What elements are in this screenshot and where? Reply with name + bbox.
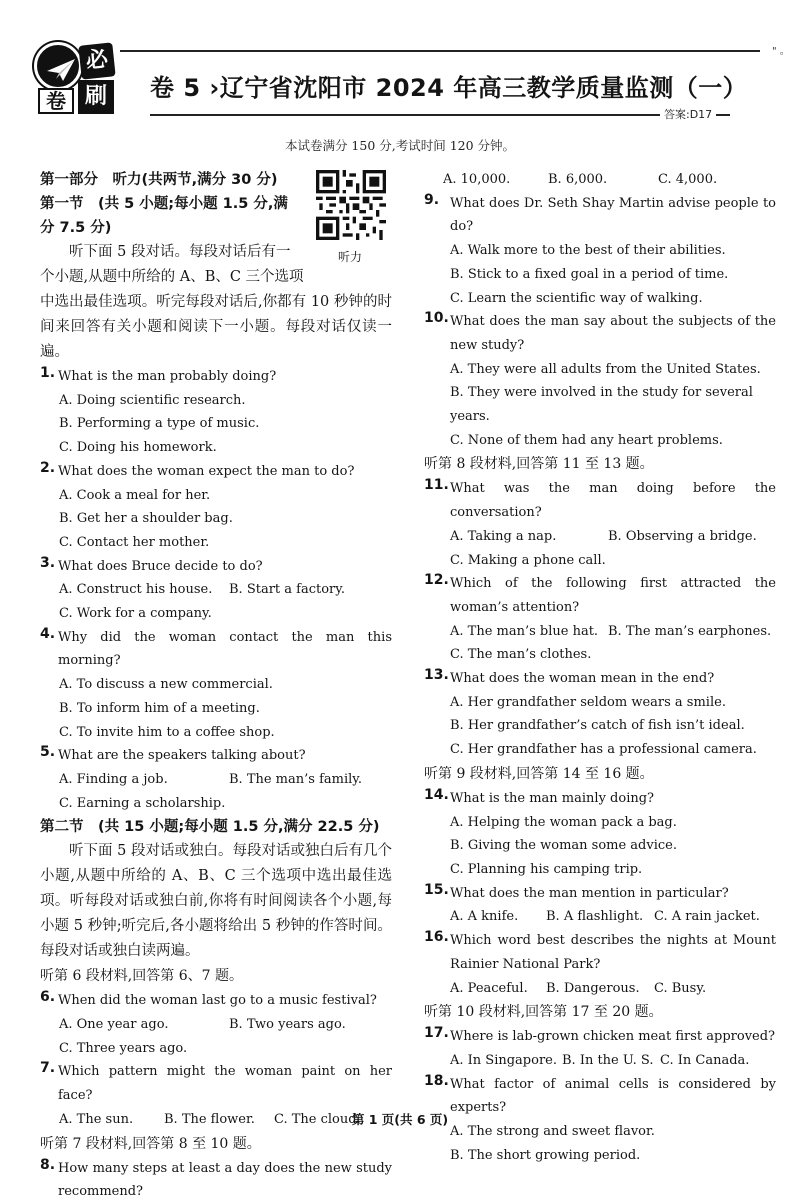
option-row bbox=[424, 620, 776, 644]
option-c[interactable]: C. None of them had any heart problems. bbox=[450, 432, 723, 448]
question-5 bbox=[40, 744, 392, 768]
question-13 bbox=[424, 667, 776, 691]
question-text: Which pattern might the woman paint on her face? bbox=[58, 1064, 392, 1104]
section2-heading: 第二节 (共 15 小题;每小题 1.5 分,满分 22.5 分) bbox=[40, 819, 380, 836]
option-b[interactable]: B. 6,000. bbox=[548, 172, 608, 187]
question-text: Which word best describes the nights at Mount Rainier National Park? bbox=[450, 933, 776, 972]
page-title: 卷 5 ›辽宁省沈阳市 2024 年高三教学质量监测（一） bbox=[150, 74, 748, 102]
option-c[interactable]: C. 4,000. bbox=[658, 172, 718, 187]
question-number: 6. bbox=[40, 989, 56, 1006]
option-b[interactable]: B. The man’s earphones. bbox=[608, 623, 772, 639]
option-b[interactable]: B. A flashlight. bbox=[546, 909, 644, 925]
question-4 bbox=[40, 626, 392, 673]
option-row bbox=[424, 168, 776, 192]
option-c[interactable]: C. Three years ago. bbox=[59, 1040, 188, 1056]
header-rule-bottom bbox=[150, 114, 730, 116]
question-number: 15. bbox=[424, 881, 449, 898]
option-a[interactable]: A. The man’s blue hat. bbox=[450, 623, 599, 639]
option-a[interactable]: A. In Singapore. bbox=[450, 1052, 557, 1068]
part-heading: 第一部分 听力(共两节,满分 30 分) bbox=[40, 172, 278, 188]
question-9 bbox=[424, 192, 776, 239]
material-10-note: 听第 10 段材料,回答第 17 至 20 题。 bbox=[424, 1004, 663, 1021]
question-text: What does Bruce decide to do? bbox=[58, 558, 263, 574]
option-c[interactable]: C. Contact her mother. bbox=[59, 534, 210, 550]
question-text: What is the man probably doing? bbox=[58, 369, 277, 384]
option-b[interactable]: B. They were involved in the study for several years. bbox=[450, 385, 753, 425]
option-b[interactable]: B. Stick to a fixed goal in a period of time. bbox=[450, 266, 729, 282]
answer-code: 答案:D17 bbox=[660, 106, 716, 122]
question-3 bbox=[40, 555, 392, 579]
option-c[interactable]: C. The man’s clothes. bbox=[450, 647, 592, 663]
option-a[interactable]: A. Taking a nap. bbox=[450, 528, 557, 544]
question-15 bbox=[424, 882, 776, 906]
question-11 bbox=[424, 477, 776, 524]
option-a[interactable]: A. Cook a meal for her. bbox=[59, 487, 211, 503]
question-text: What does the man say about the subjects of the new study? bbox=[450, 314, 776, 353]
page-number: 第 1 页(共 6 页) bbox=[351, 1112, 449, 1127]
option-a[interactable]: A. Her grandfather seldom wears a smile. bbox=[450, 694, 726, 710]
question-number: 5. bbox=[40, 744, 56, 761]
option-c[interactable]: C. Busy. bbox=[654, 980, 707, 996]
option-c[interactable]: C. Making a phone call. bbox=[450, 552, 606, 568]
question-number: 2. bbox=[40, 459, 56, 476]
option-b[interactable]: B. The man’s family. bbox=[229, 771, 363, 787]
logo-char-right: 刷 bbox=[78, 80, 114, 114]
option-c[interactable]: C. A rain jacket. bbox=[654, 909, 760, 925]
option-c[interactable]: C. Her grandfather has a professional camera. bbox=[450, 742, 757, 758]
option-c[interactable]: C. Doing his homework. bbox=[59, 440, 217, 456]
option-a[interactable]: A. One year ago. bbox=[59, 1017, 169, 1033]
brand-logo bbox=[34, 42, 116, 114]
left-column bbox=[40, 168, 392, 1204]
option-b[interactable]: B. The flower. bbox=[164, 1111, 255, 1127]
section1-instruction-2: 个小题,从题中所给的 A、B、C 三个选项 bbox=[40, 269, 304, 285]
option-a[interactable]: A. Helping the woman pack a bag. bbox=[450, 814, 677, 830]
option-row bbox=[40, 1013, 392, 1037]
question-14 bbox=[424, 787, 776, 811]
material-9-note: 听第 9 段材料,回答第 14 至 16 题。 bbox=[424, 765, 654, 782]
question-text: Where is lab-grown chicken meat first approved? bbox=[450, 1029, 776, 1045]
option-c[interactable]: C. Planning his camping trip. bbox=[450, 861, 643, 877]
material-8-note: 听第 8 段材料,回答第 11 至 13 题。 bbox=[424, 456, 654, 473]
section1-heading: 第一节 (共 5 小题;每小题 1.5 分,满 bbox=[40, 196, 288, 212]
question-text: What factor of animal cells is considered by experts? bbox=[450, 1076, 776, 1116]
right-column bbox=[424, 168, 776, 1167]
question-text: What does the woman mean in the end? bbox=[450, 671, 715, 687]
question-6 bbox=[40, 989, 392, 1013]
question-number: 1. bbox=[40, 365, 56, 381]
logo-circle bbox=[34, 42, 82, 90]
question-text: What does the woman expect the man to do? bbox=[58, 463, 355, 479]
question-text: What is the man mainly doing? bbox=[450, 790, 655, 806]
option-row bbox=[424, 905, 776, 929]
question-text: What are the speakers talking about? bbox=[58, 748, 306, 764]
question-number: 14. bbox=[424, 786, 449, 803]
question-number: 17. bbox=[424, 1025, 449, 1042]
question-8 bbox=[40, 1157, 392, 1204]
option-a[interactable]: A. Construct his house. bbox=[59, 582, 213, 598]
section1-heading-cont: 分 7.5 分) bbox=[40, 220, 112, 236]
question-text: When did the woman last go to a music festival? bbox=[58, 993, 377, 1009]
question-1 bbox=[40, 365, 392, 389]
option-a[interactable]: A. Peaceful. bbox=[450, 980, 528, 996]
question-10 bbox=[424, 310, 776, 357]
question-text: What was the man doing before the conversation? bbox=[450, 481, 776, 521]
question-number: 11. bbox=[424, 477, 449, 494]
question-number: 16. bbox=[424, 929, 449, 946]
option-a[interactable]: A. The strong and sweet flavor. bbox=[450, 1124, 655, 1140]
question-number: 9. bbox=[424, 191, 440, 208]
option-a[interactable]: A. The sun. bbox=[59, 1111, 134, 1127]
exam-subtitle: 本试卷满分 150 分,考试时间 120 分钟。 bbox=[284, 138, 516, 153]
question-number: 7. bbox=[40, 1060, 56, 1077]
material-7-note: 听第 7 段材料,回答第 8 至 10 题。 bbox=[40, 1135, 261, 1152]
option-a[interactable]: A. Doing scientific research. bbox=[59, 392, 246, 408]
section2-instruction: 听下面 5 段对话或独白。每段对话或独白后有几个小题,从题中所给的 A、B、C 三个选项中选出最佳选项。听每段对话或独白前,你将有时间阅读各个小题,每小题 5 秒钟;听完后,各小题将给出 5 秒钟的作答时间。每段对话或独白读两遍。 bbox=[40, 843, 392, 960]
option-b[interactable]: B. Start a factory. bbox=[229, 582, 346, 598]
question-7 bbox=[40, 1060, 392, 1107]
option-c[interactable]: C. Work for a company. bbox=[59, 606, 212, 622]
option-a[interactable]: A. A knife. bbox=[450, 909, 519, 925]
question-16 bbox=[424, 929, 776, 976]
option-c[interactable]: C. Learn the scientific way of walking. bbox=[450, 290, 703, 306]
option-b[interactable]: B. Performing a type of music. bbox=[59, 416, 260, 432]
question-2 bbox=[40, 460, 392, 484]
option-a[interactable]: A. 10,000. bbox=[443, 172, 511, 187]
option-c[interactable]: C. Earning a scholarship. bbox=[59, 795, 226, 811]
option-a[interactable]: A. They were all adults from the United States. bbox=[450, 361, 761, 377]
question-text: How many steps at least a day does the new study recommend? bbox=[58, 1160, 392, 1200]
option-a[interactable]: A. Finding a job. bbox=[59, 771, 168, 787]
logo-char-top: 必 bbox=[78, 42, 115, 79]
question-number: 3. bbox=[40, 554, 56, 571]
option-row bbox=[40, 578, 392, 602]
question-number: 10. bbox=[424, 310, 449, 327]
option-b[interactable]: B. In the U. S. bbox=[562, 1052, 654, 1068]
question-number: 13. bbox=[424, 667, 449, 684]
paper-plane-icon bbox=[45, 55, 77, 83]
option-row bbox=[424, 1049, 776, 1073]
question-text: Which of the following first attracted the woman’s attention? bbox=[450, 576, 776, 615]
option-c[interactable]: C. In Canada. bbox=[660, 1052, 750, 1068]
option-a[interactable]: A. Walk more to the best of their abilities. bbox=[450, 243, 726, 259]
question-number: 8. bbox=[40, 1156, 56, 1173]
option-row bbox=[424, 525, 776, 549]
question-number: 12. bbox=[424, 572, 449, 589]
section1-instruction-1: 听下面 5 段对话。每段对话后有一 bbox=[40, 244, 291, 260]
option-b[interactable]: B. Two years ago. bbox=[229, 1017, 346, 1033]
option-row bbox=[40, 768, 392, 792]
option-b[interactable]: B. Observing a bridge. bbox=[608, 528, 757, 544]
option-row bbox=[424, 977, 776, 1001]
option-b[interactable]: B. Dangerous. bbox=[546, 980, 640, 996]
option-b[interactable]: B. Her grandfather’s catch of fish isn’t ideal. bbox=[450, 718, 745, 734]
option-c[interactable]: C. The cloud. bbox=[274, 1111, 361, 1127]
option-a[interactable]: A. To discuss a new commercial. bbox=[59, 677, 273, 693]
question-12 bbox=[424, 572, 776, 619]
option-b[interactable]: B. The short growing period. bbox=[450, 1147, 641, 1163]
logo-char-left: 卷 bbox=[38, 88, 74, 114]
qr-label: 听力 bbox=[338, 250, 363, 264]
question-number: 4. bbox=[40, 625, 56, 642]
option-b[interactable]: B. Get her a shoulder bag. bbox=[59, 511, 233, 527]
question-text: Why did the woman contact the man this morning? bbox=[58, 629, 392, 669]
question-number: 18. bbox=[424, 1072, 449, 1089]
header-rule-top bbox=[120, 50, 760, 52]
option-c[interactable]: C. To invite him to a coffee shop. bbox=[59, 724, 275, 740]
question-17 bbox=[424, 1025, 776, 1049]
material-6-note: 听第 6 段材料,回答第 6、7 题。 bbox=[40, 968, 243, 985]
margin-mark: " 。 bbox=[772, 46, 790, 57]
section1-instruction-3: 中选出最佳选项。听完每段对话后,你都有 10 秒钟的时间来回答有关小题和阅读下一小题。每段对话仅读一遍。 bbox=[40, 294, 392, 360]
option-b[interactable]: B. To inform him of a meeting. bbox=[59, 700, 260, 716]
question-text: What does Dr. Seth Shay Martin advise people to do? bbox=[450, 195, 776, 235]
question-text: What does the man mention in particular? bbox=[450, 885, 729, 901]
option-b[interactable]: B. Giving the woman some advice. bbox=[450, 838, 677, 854]
